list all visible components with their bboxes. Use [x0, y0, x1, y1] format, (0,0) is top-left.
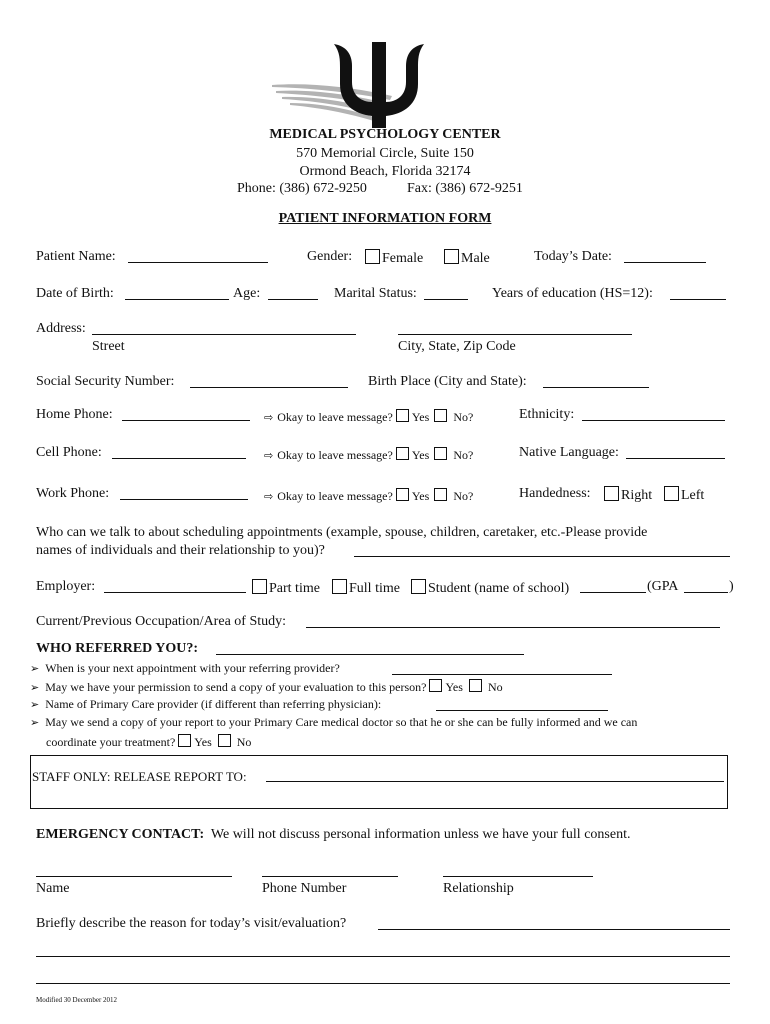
work-phone-field[interactable]: [120, 499, 248, 500]
full-time-option[interactable]: Full time: [332, 579, 400, 597]
home-phone-label: Home Phone:: [36, 407, 113, 422]
handedness-right-option[interactable]: Right: [604, 486, 652, 504]
occupation-field[interactable]: [306, 627, 720, 628]
referral-question-4-cont: coordinate your treatment? Yes No: [46, 735, 252, 749]
birthplace-label: Birth Place (City and State):: [368, 374, 527, 389]
referral-field[interactable]: [216, 654, 524, 655]
occupation-label: Current/Previous Occupation/Area of Study:: [36, 614, 287, 629]
ethnicity-label: Ethnicity:: [519, 407, 575, 422]
age-label: Age:: [233, 286, 261, 301]
patient-name-field[interactable]: [128, 262, 268, 263]
todays-date-label: Today’s Date:: [534, 249, 612, 264]
emergency-name-caption: Name: [36, 881, 70, 896]
home-phone-message-option: ⇨ Okay to leave message? Yes No?: [264, 410, 474, 424]
home-phone-field[interactable]: [122, 420, 250, 421]
gpa-field[interactable]: [684, 592, 728, 593]
send-report-yes-checkbox[interactable]: [178, 734, 191, 747]
emergency-title: EMERGENCY CONTACT:: [36, 827, 205, 842]
city-state-zip-field[interactable]: [398, 334, 632, 335]
permission-yes-checkbox[interactable]: [429, 679, 442, 692]
primary-care-field[interactable]: [436, 710, 608, 711]
footer-modified-date: Modified 30 December 2012: [36, 996, 118, 1004]
referral-question-4: ➢ May we send a copy of your report to your Primary Care medical doctor so that he or she can be fully informed and we can: [30, 715, 638, 729]
cell-phone-message-option: ⇨ Okay to leave message? Yes No?: [264, 448, 474, 462]
reason-field-line1[interactable]: [378, 929, 730, 930]
work-phone-message-option: ⇨ Okay to leave message? Yes No?: [264, 489, 474, 503]
referral-title: WHO REFERRED YOU?:: [36, 641, 199, 656]
dob-label: Date of Birth:: [36, 286, 114, 301]
reason-field-line2[interactable]: [36, 956, 730, 957]
birthplace-field[interactable]: [543, 387, 649, 388]
org-address-line1: 570 Memorial Circle, Suite 150: [296, 146, 474, 161]
address-label: Address:: [36, 321, 86, 336]
ssn-field[interactable]: [190, 387, 348, 388]
gender-female-option[interactable]: Female: [365, 249, 423, 267]
part-time-checkbox[interactable]: [252, 579, 267, 594]
form-title: PATIENT INFORMATION FORM: [278, 211, 492, 226]
education-field[interactable]: [670, 299, 726, 300]
org-phone: Phone: (386) 672-9250: [237, 181, 367, 196]
pointing-hand-icon: ⇨: [264, 411, 274, 424]
staff-release-label: STAFF ONLY: RELEASE REPORT TO:: [32, 769, 247, 784]
school-name-field[interactable]: [580, 592, 646, 593]
emergency-consent-text: We will not discuss personal information unless we have your full consent.: [210, 827, 631, 842]
emergency-phone-caption: Phone Number: [262, 881, 347, 896]
gender-label: Gender:: [307, 249, 353, 264]
todays-date-field[interactable]: [624, 262, 706, 263]
patient-name-label: Patient Name:: [36, 249, 116, 264]
home-message-yes-checkbox[interactable]: [396, 409, 409, 422]
emergency-contact-section: [36, 827, 630, 843]
marital-status-label: Marital Status:: [334, 286, 417, 301]
org-address-line2: Ormond Beach, Florida 32174: [299, 164, 471, 179]
handedness-label: Handedness:: [519, 486, 591, 501]
gpa-label: (GPA: [647, 579, 679, 594]
psi-logo: [272, 38, 462, 130]
referral-question-1: ➢ When is your next appointment with your referring provider?: [30, 661, 340, 675]
part-time-option[interactable]: Part time: [252, 579, 320, 597]
reason-label: Briefly describe the reason for today’s visit/evaluation?: [36, 916, 347, 931]
marital-status-field[interactable]: [424, 299, 468, 300]
dob-field[interactable]: [125, 299, 229, 300]
employer-label: Employer:: [36, 579, 96, 594]
pointing-hand-icon: ⇨: [264, 490, 274, 503]
emergency-relationship-field[interactable]: [443, 876, 593, 877]
street-caption: Street: [92, 339, 125, 354]
handedness-left-option[interactable]: Left: [664, 486, 704, 504]
student-option[interactable]: Student (name of school): [411, 579, 569, 597]
home-message-no-checkbox[interactable]: [434, 409, 447, 422]
arrow-bullet-icon: ➢: [30, 681, 40, 694]
reason-field-line3[interactable]: [36, 983, 730, 984]
work-message-yes-checkbox[interactable]: [396, 488, 409, 501]
street-field[interactable]: [92, 334, 356, 335]
scheduling-contacts-field[interactable]: [354, 556, 730, 557]
referral-question-3: ➢ Name of Primary Care provider (if different than referring physician):: [30, 697, 382, 711]
ethnicity-field[interactable]: [582, 420, 725, 421]
next-appointment-field[interactable]: [392, 674, 612, 675]
ssn-label: Social Security Number:: [36, 374, 175, 389]
org-fax: Fax: (386) 672-9251: [407, 181, 523, 196]
emergency-name-field[interactable]: [36, 876, 232, 877]
cell-message-no-checkbox[interactable]: [434, 447, 447, 460]
referral-question-2: ➢ May we have your permission to send a copy of your evaluation to this person? Yes No: [30, 680, 503, 694]
native-language-field[interactable]: [626, 458, 725, 459]
female-checkbox[interactable]: [365, 249, 380, 264]
arrow-bullet-icon: ➢: [30, 698, 40, 711]
cell-phone-label: Cell Phone:: [36, 445, 102, 460]
org-name: MEDICAL PSYCHOLOGY CENTER: [269, 127, 501, 142]
gender-male-option[interactable]: Male: [444, 249, 490, 267]
work-phone-label: Work Phone:: [36, 486, 110, 501]
staff-release-field[interactable]: [266, 781, 724, 782]
right-checkbox[interactable]: [604, 486, 619, 501]
emergency-relationship-caption: Relationship: [443, 881, 514, 896]
age-field[interactable]: [268, 299, 318, 300]
left-checkbox[interactable]: [664, 486, 679, 501]
cell-message-yes-checkbox[interactable]: [396, 447, 409, 460]
send-report-no-checkbox[interactable]: [218, 734, 231, 747]
gpa-close: ): [729, 579, 734, 594]
city-state-zip-caption: City, State, Zip Code: [398, 339, 516, 354]
scheduling-question-line2: names of individuals and their relationship to you)?: [36, 543, 325, 558]
arrow-bullet-icon: ➢: [30, 662, 40, 675]
student-checkbox[interactable]: [411, 579, 426, 594]
scheduling-question-line1: Who can we talk to about scheduling appointments (example, spouse, children, caretaker, etc.-Please provide: [36, 525, 648, 540]
education-label: Years of education (HS=12):: [492, 286, 653, 301]
cell-phone-field[interactable]: [112, 458, 246, 459]
arrow-bullet-icon: ➢: [30, 716, 40, 729]
employer-field[interactable]: [104, 592, 246, 593]
native-language-label: Native Language:: [519, 445, 619, 460]
work-message-no-checkbox[interactable]: [434, 488, 447, 501]
full-time-checkbox[interactable]: [332, 579, 347, 594]
pointing-hand-icon: ⇨: [264, 449, 274, 462]
male-checkbox[interactable]: [444, 249, 459, 264]
permission-no-checkbox[interactable]: [469, 679, 482, 692]
emergency-phone-field[interactable]: [262, 876, 398, 877]
